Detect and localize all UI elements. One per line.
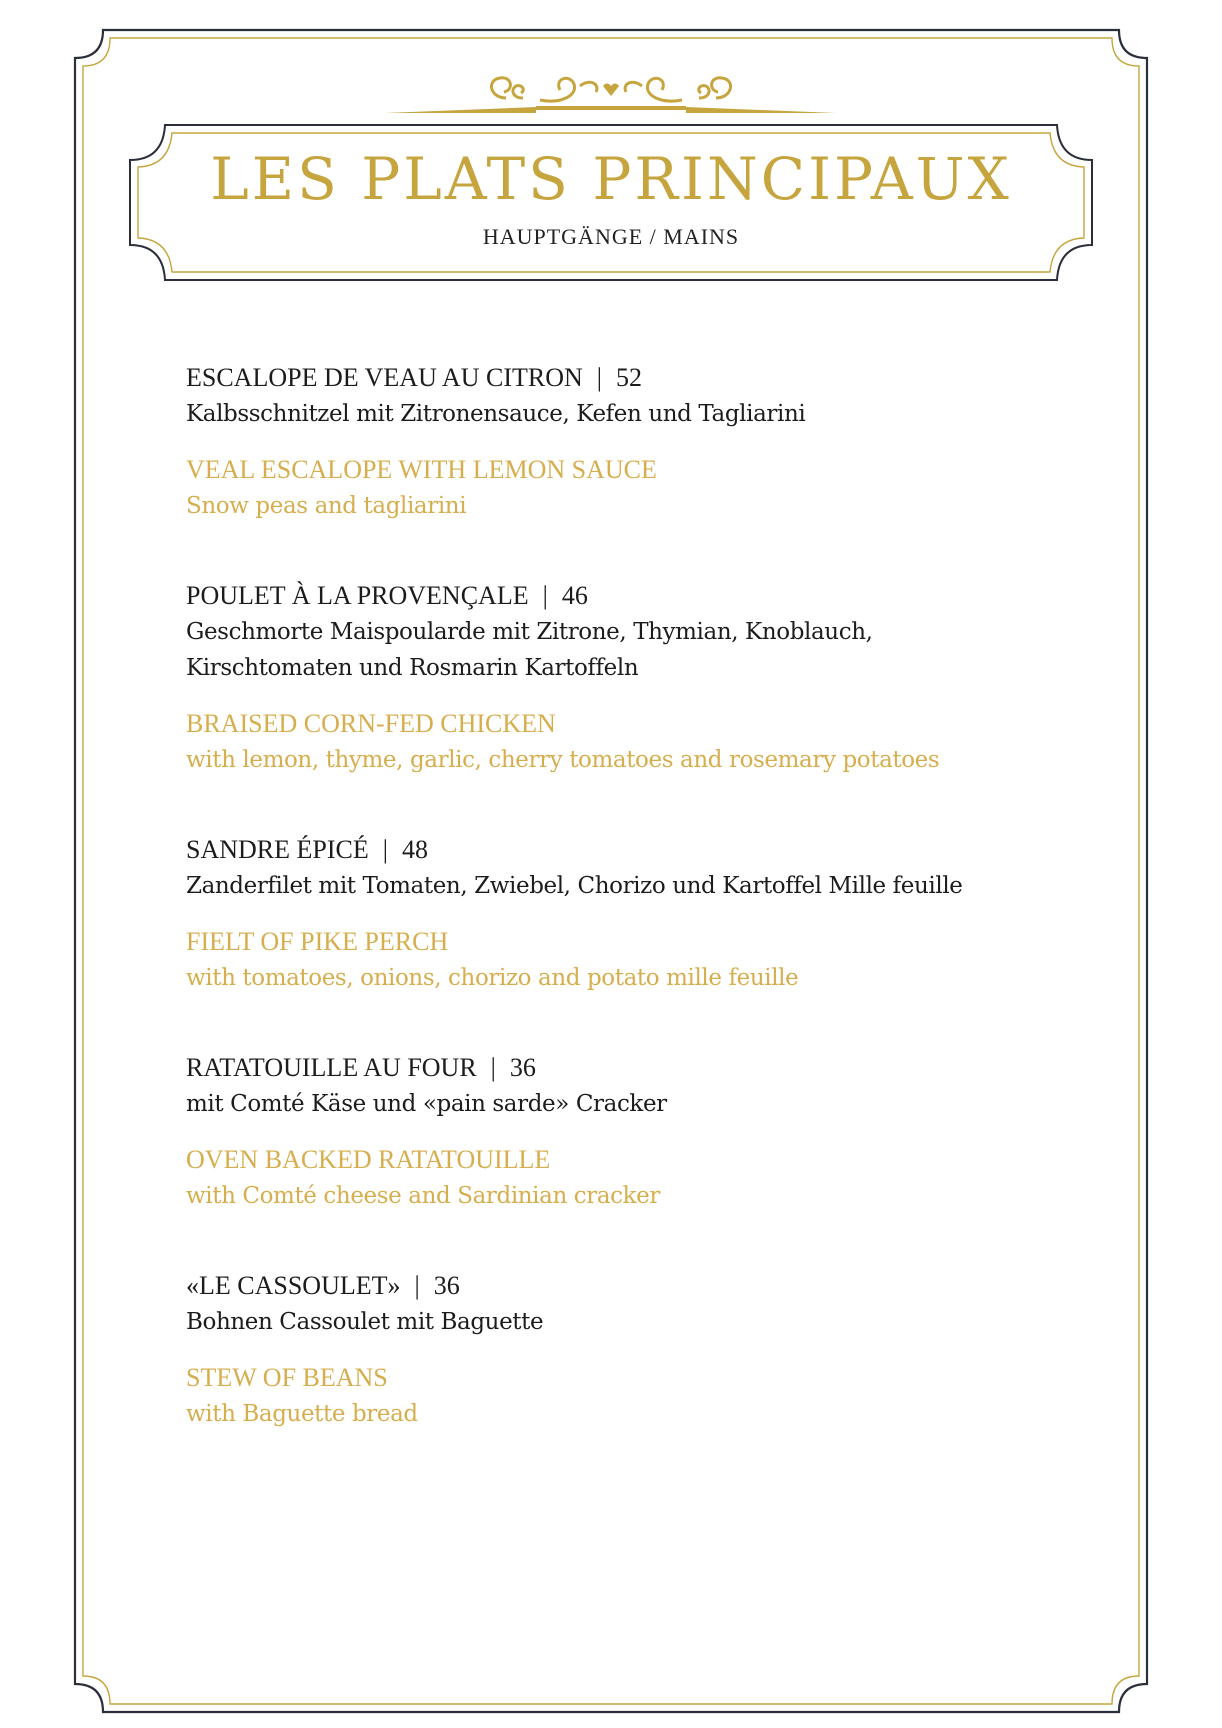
dish-name: POULET À LA PROVENÇALE	[186, 581, 529, 610]
menu-item	[186, 360, 1066, 524]
title-block	[130, 125, 1092, 280]
separator: |	[596, 363, 602, 392]
separator: |	[490, 1053, 496, 1082]
menu-item	[186, 1268, 1066, 1432]
separator: |	[382, 835, 388, 864]
dish-name-en: OVEN BACKED RATATOUILLE	[186, 1145, 551, 1174]
dish-description-de: Geschmorte Maispoularde mit Zitrone, Thymian, Knoblauch,	[186, 619, 873, 645]
page-title: LES PLATS PRINCIPAUX	[210, 145, 1012, 213]
dish-name-en: VEAL ESCALOPE WITH LEMON SAUCE	[186, 455, 657, 484]
page-subtitle: HAUPTGÄNGE / MAINS	[482, 224, 740, 249]
menu-item	[186, 832, 1066, 996]
dish-name-en: STEW OF BEANS	[186, 1363, 388, 1392]
dish-name: SANDRE ÉPICÉ	[186, 835, 369, 864]
dish-name: «LE CASSOULET»	[186, 1271, 401, 1300]
dish-description-en: Snow peas and tagliarini	[186, 493, 467, 519]
dish-price: 36	[433, 1271, 460, 1300]
dish-name-en: FIELT OF PIKE PERCH	[186, 927, 449, 956]
dish-description-en: with Baguette bread	[186, 1401, 418, 1427]
dish-description-de: mit Comté Käse und «pain sarde» Cracker	[186, 1091, 667, 1117]
dish-name-en: BRAISED CORN-FED CHICKEN	[186, 709, 556, 738]
ornament	[385, 78, 836, 113]
separator: |	[542, 581, 548, 610]
dish-description-de: Zanderfilet mit Tomaten, Zwiebel, Chorizo und Kartoffel Mille feuille	[186, 873, 963, 899]
dish-price: 46	[561, 581, 588, 610]
dish-name: RATATOUILLE AU FOUR	[186, 1053, 477, 1082]
dish-header	[186, 1268, 1066, 1304]
menu-item	[186, 578, 1066, 778]
dish-price: 52	[615, 363, 642, 392]
dish-header	[186, 832, 1066, 868]
dish-header	[186, 578, 1066, 614]
menu-item	[186, 1050, 1066, 1214]
dish-description-de: Kalbsschnitzel mit Zitronensauce, Kefen und Tagliarini	[186, 401, 806, 427]
dish-price: 36	[509, 1053, 536, 1082]
dish-header	[186, 360, 1066, 396]
dish-name: ESCALOPE DE VEAU AU CITRON	[186, 363, 583, 392]
dish-description-en: with tomatoes, onions, chorizo and potato mille feuille	[186, 965, 799, 991]
dish-description-de-line2: Kirschtomaten und Rosmarin Kartoffeln	[186, 655, 639, 681]
dish-price: 48	[401, 835, 428, 864]
dish-header	[186, 1050, 1066, 1086]
separator: |	[414, 1271, 420, 1300]
menu-list	[186, 360, 1066, 1486]
dish-description-de: Bohnen Cassoulet mit Baguette	[186, 1309, 544, 1335]
dish-description-en: with lemon, thyme, garlic, cherry tomatoes and rosemary potatoes	[186, 747, 940, 773]
dish-description-en: with Comté cheese and Sardinian cracker	[186, 1183, 660, 1209]
